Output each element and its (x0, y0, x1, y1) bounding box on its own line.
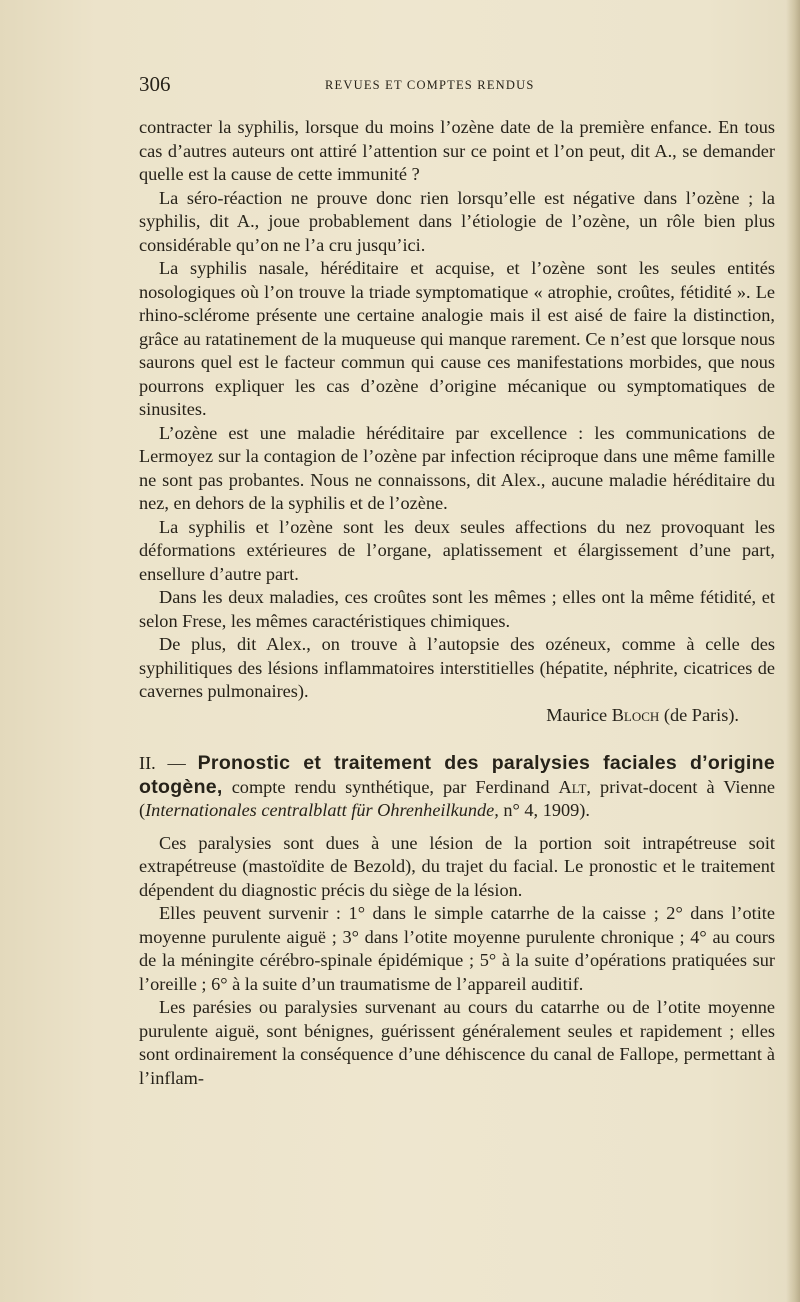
journal-issue: n° 4, 1909). (503, 800, 590, 820)
section-subtitle: compte rendu synthétique, par Ferdinand (231, 776, 550, 797)
section-number: II. — (139, 753, 186, 773)
signature-suffix: (de Paris). (663, 704, 739, 725)
paragraph: Dans les deux maladies, ces croûtes sont les mêmes ; elles ont la même fétidité, et selon Frese, les mêmes caractéristiques chimiques. (139, 587, 775, 631)
review-signature (139, 704, 775, 728)
paragraph: contracter la syphilis, lorsque du moins l’ozène date de la première enfance. En tous cas d’autres auteurs ont attiré l’attention sur ce point et l’on peut, dit A., se demander quelle est la cause de cette immunité ? (139, 117, 775, 184)
paragraph: La syphilis nasale, héréditaire et acquise, et l’ozène sont les seules entités nosologiques où l’on trouve la triade symptomatique « atrophie, croûtes, fétidité ». Le rhino-sclérome présente une certaine analogie mais il est aisé de faire la distinction, grâce au ratatinement de la muqueuse qui manque rarement. Ce n’est que lorsque nous saurons quel est le facteur commun qui cause ces manifestations morbides, que nous pourrons expliquer les cas d’ozène d’origine mécanique ou symptomatiques de sinusites. (139, 258, 775, 419)
paragraph: Les parésies ou paralysies survenant au cours du catarrhe ou de l’otite moyenne purulente aiguë, sont bénignes, guérissent généralement seules et rapidement ; elles sont ordinairement la conséquence d’une déhiscence du canal de Fallope, permettant à l’inflam- (139, 997, 775, 1088)
page-number: 306 (139, 72, 171, 96)
journal-title: Internationales centralblatt für Ohrenheilkunde, (145, 800, 499, 820)
paragraph: Ces paralysies sont dues à une lésion de la portion soit intrapétreuse soit extrapétreuse (mastoïdite de Bezold), du trajet du facial. Le pronostic et le traitement dépendent du diagnostic précis du siège de la lésion. (139, 832, 775, 900)
article-text (139, 116, 775, 1090)
page-edge-shadow (786, 0, 800, 1302)
page-header (139, 70, 775, 100)
paragraph: Elles peuvent survenir : 1° dans le simple catarrhe de la caisse ; 2° dans l’otite moyenne purulente aiguë ; 3° dans l’otite moyenne purulente chronique ; 4° au cours de la méningite cérébro-spinale épidémique ; 5° à la suite d’opérations pratiquées sur l’oreille ; 6° à la suite d’un traumatisme de l’appareil auditif. (139, 903, 775, 994)
section-heading (139, 752, 775, 823)
paragraph: De plus, dit Alex., on trouve à l’autopsie des ozéneux, comme à celle des syphilitiques des lésions inflammatoires interstitielles (hépatite, néphrite, cicatrices de cavernes pulmonaires). (139, 634, 775, 701)
running-head: REVUES ET COMPTES RENDUS (325, 78, 535, 92)
signature-first-name: Maurice (546, 704, 608, 725)
paragraph: La syphilis et l’ozène sont les deux seules affections du nez provoquant les déformations extérieures de l’organe, aplatissement et élargissement d’une part, ensellure d’autre part. (139, 516, 775, 584)
paragraph: La séro-réaction ne prouve donc rien lorsqu’elle est négative dans l’ozène ; la syphilis, dit A., joue probablement dans l’étiologie de l’ozène, un rôle bien plus considérable qu’on ne l’a cru jusqu’ici. (139, 187, 775, 255)
section-title: Pronostic et traitement des paralysies faciales d’origine otogène, (139, 752, 775, 798)
paragraph: L’ozène est une maladie héréditaire par excellence : les communications de Lermoyez sur la contagion de l’ozène par infection réciproque dans une même famille ne sont pas probantes. Nous ne connaissons, dit Alex., aucune maladie héréditaire du nez, en dehors de la syphilis et de l’ozène. (139, 422, 775, 513)
section-author: Alt, (558, 776, 592, 797)
signature-last-name: Bloch (611, 704, 660, 725)
section-affiliation: privat-docent à Vienne ( (139, 776, 776, 820)
